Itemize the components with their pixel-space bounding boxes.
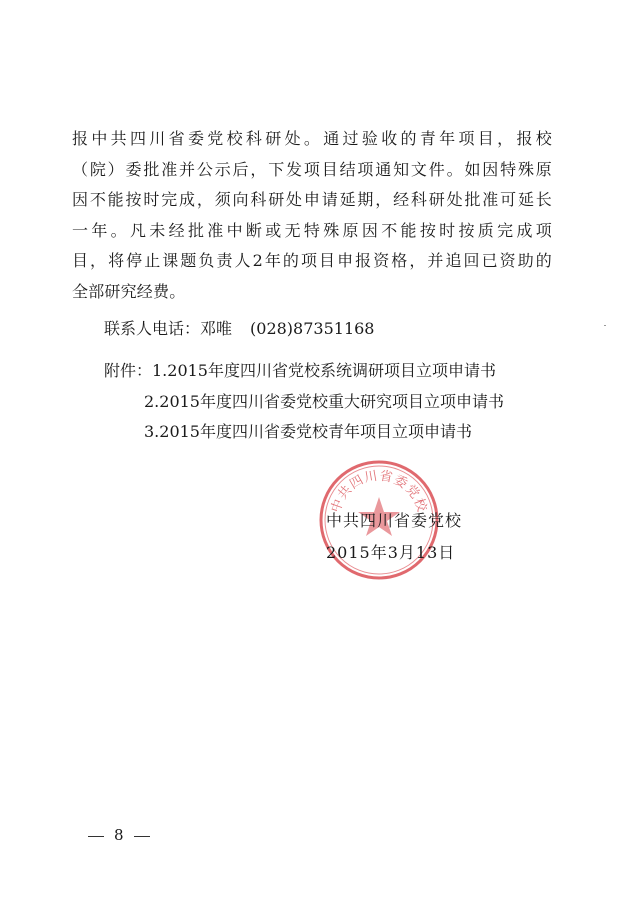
scan-speck [604,325,606,326]
contact-line [104,316,374,339]
contact-phone: (028)87351168 [250,319,375,338]
page-dash-left [88,836,104,837]
attachment-item-1: 附件：1.2015年度四川省党校系统调研项目立项申请书 [104,361,496,380]
page-dash-right [134,836,150,837]
body-line-4: 一年。凡未经批准中断或无特殊原因不能按时按质完成项 [72,220,552,240]
body-line-5: 目，将停止课题负责人2年的项目申报资格，并追回已资助的 [72,251,552,270]
body-line-6: 全部研究经费。 [72,281,186,301]
page-number-value: 8 [114,826,124,844]
attachment-item-2: 2.2015年度四川省委党校重大研究项目立项申请书 [144,391,504,411]
signature-date: 2015年3月13日 [326,543,456,562]
signature-org: 中共四川省委党校 [326,511,463,530]
body-paragraph [72,124,552,307]
body-line-3: 因不能按时完成，须向科研处申请延期，经科研处批准可延长 [72,190,552,209]
contact-label: 联系人电话：邓唯 [104,319,233,338]
body-line-1: 报中共四川省委党校科研处。通过验收的青年项目，报校 [72,129,552,148]
attachments-list [104,356,504,448]
page-number [88,826,150,844]
attachment-item-3: 3.2015年度四川省委党校青年项目立项申请书 [144,422,472,441]
body-line-2: （院）委批准并公示后，下发项目结项通知文件。如因特殊原 [72,159,552,179]
seal-text: 中共四川省委党校 [328,468,430,515]
